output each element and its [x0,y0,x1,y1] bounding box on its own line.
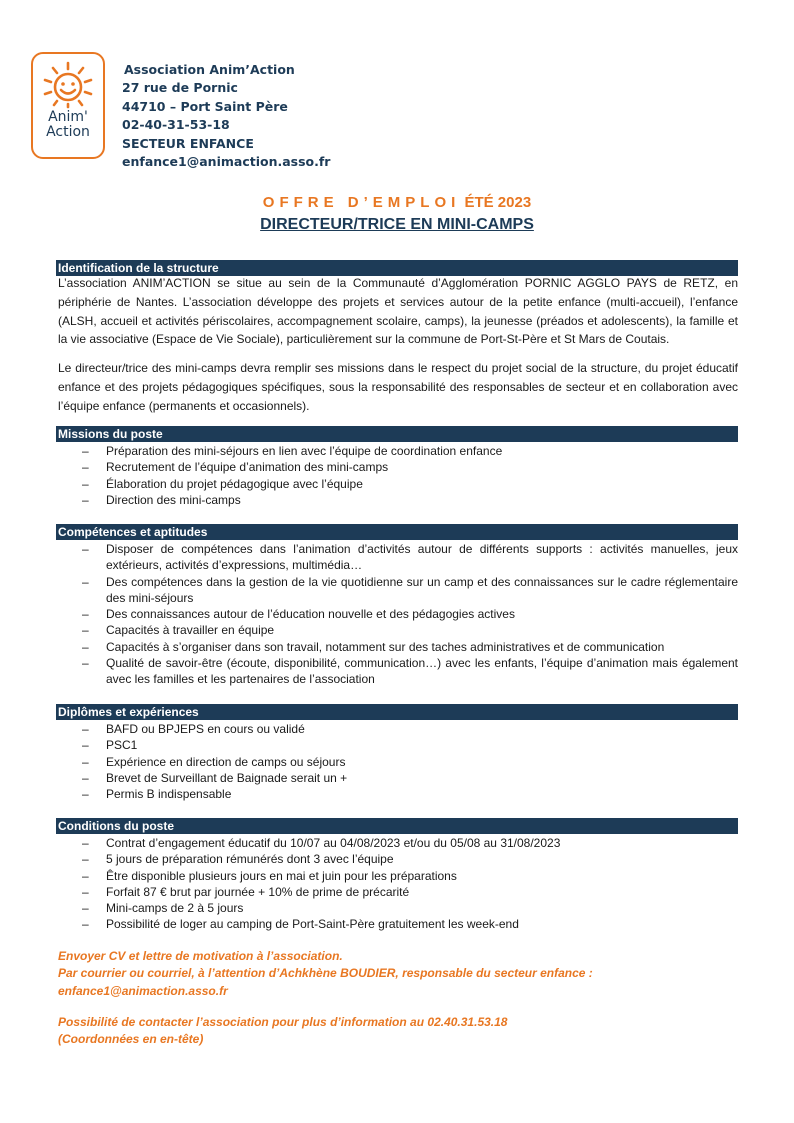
offer-season: ÉTÉ 2023 [464,194,532,211]
list-item: – Qualité de savoir-être (écoute, disponibilité, communication…) avec les enfants, l’équipe d’animation mais également avec les familles et les partenaires de l’association [82,656,738,687]
apply-line-1: Envoyer CV et lettre de motivation à l’association. [58,949,343,963]
dash-marker: – [82,656,89,671]
list-item: – Préparation des mini-séjours en lien avec l’équipe de coordination enfance [82,444,503,458]
dash-marker: – [82,444,89,458]
apply-instructions [58,948,593,1000]
dash-marker: – [82,607,89,622]
list-item: – PSC1 [82,738,138,753]
contact-info [58,1014,507,1049]
sector-name: SECTEUR ENFANCE [122,135,254,151]
list-item: – Recrutement de l’équipe d’animation des mini-camps [82,460,389,475]
city-address: 44710 – Port Saint Père [122,98,288,114]
diplomes-list [58,721,738,802]
job-title [0,216,794,234]
dash-marker: – [82,722,89,736]
identification-paragraph-1: L’association ANIM’ACTION se situe au sein de la Communauté d’Agglomération PORNIC AGGLO PAYS de RETZ, en périphérie de Nantes. L’association développe des projets et services autour de la petite enfance (multi-accueil), l’enfance (ALSH, accueil et activités périscolaires, accompagnement scolaire, camps), la jeunesse (préados et adolescents), la famille et la vie associative (Espace de Vie Sociale), particulièrement sur la commune de Port-St-Père et St Mars de Coutais. [58,276,738,347]
competences-list [58,541,738,688]
list-item: – BAFD ou BPJEPS en cours ou validé [82,722,305,736]
dash-marker: – [82,542,89,556]
dash-marker: – [82,639,89,654]
section-heading-diplomes: Diplômes et expériences [56,704,738,720]
job-title-text: DIRECTEUR/TRICE EN MINI-CAMPS [260,216,534,233]
offer-label: OFFRE D’EMPLOI [262,194,461,211]
address-block [122,61,330,171]
list-item: – Des compétences dans la gestion de la vie quotidienne sur un camp et des connaissances sur le cadre réglementaire des mini-séjours [82,574,738,605]
offer-title [0,194,794,211]
association-logo [31,52,105,159]
dash-marker: – [82,852,89,867]
section-heading-missions: Missions du poste [56,426,738,442]
dash-marker: – [82,770,89,785]
list-item: – Brevet de Surveillant de Baignade serait un + [82,770,348,785]
contact-line-2: (Coordonnées en en-tête) [58,1032,204,1047]
list-item: – Permis B indispensable [82,787,232,802]
dash-marker: – [82,476,89,491]
section-heading-identification: Identification de la structure [56,260,738,276]
section-heading-competences: Compétences et aptitudes [56,524,738,540]
list-item: – Disposer de compétences dans l’animation d’activités autour de différents supports : activités manuelles, jeux extérieurs, activités d’expressions, multimédia… [82,542,738,573]
dash-marker: – [82,754,89,769]
list-item: – Possibilité de loger au camping de Port-Saint-Père gratuitement les week-end [82,917,519,932]
dash-marker: – [82,623,89,638]
dash-marker: – [82,868,89,883]
contact-line-1: Possibilité de contacter l’association pour plus d’information au 02.40.31.53.18 [58,1015,508,1029]
dash-marker: – [82,917,89,932]
dash-marker: – [82,884,89,899]
identification-paragraph-2: Le directeur/trice des mini-camps devra remplir ses missions dans le respect du projet social de la structure, du projet éducatif enfance et des projets pédagogiques spécifiques, sous la responsabilité des responsables de secteur et en collaboration avec l’équipe enfance (permanents et occasionnels). [58,361,738,413]
phone-number: 02-40-31-53-18 [122,117,230,133]
dash-marker: – [82,787,89,802]
conditions-list [58,835,738,933]
apply-line-2: Par courrier ou courriel, à l’attention d’Achkhène BOUDIER, responsable du secteur enfance : [58,966,593,981]
list-item: – Forfait 87 € brut par journée + 10% de prime de précarité [82,884,410,899]
dash-marker: – [82,901,89,916]
list-item: – Des connaissances autour de l’éducation nouvelle et des pédagogies actives [82,607,515,622]
dash-marker: – [82,460,89,475]
list-item: – Contrat d’engagement éducatif du 10/07 au 04/08/2023 et/ou du 05/08 au 31/08/2023 [82,836,561,850]
sun-icon [40,60,96,110]
list-item: – Être disponible plusieurs jours en mai et juin pour les préparations [82,868,457,883]
list-item: – Mini-camps de 2 à 5 jours [82,901,244,916]
logo-text-action: Action [46,124,90,140]
street-address: 27 rue de Pornic [122,80,238,96]
list-item: – Expérience en direction de camps ou séjours [82,754,346,769]
apply-email[interactable]: enfance1@animaction.asso.fr [58,983,228,998]
org-name: Association Anim’Action [124,62,295,77]
logo-text-anim: Anim' [48,109,88,125]
section-heading-conditions: Conditions du poste [56,818,738,834]
email-address[interactable]: enfance1@animaction.asso.fr [122,154,331,170]
dash-marker: – [82,492,89,507]
dash-marker: – [82,836,89,850]
list-item: – Capacités à s’organiser dans son travail, notamment sur des taches administratives et de communication [82,639,665,654]
dash-marker: – [82,738,89,753]
dash-marker: – [82,574,89,589]
missions-list [58,443,738,508]
list-item: – Élaboration du projet pédagogique avec l’équipe [82,476,363,491]
list-item: – Direction des mini-camps [82,492,241,507]
list-item: – 5 jours de préparation rémunérés dont 3 avec l’équipe [82,852,394,867]
list-item: – Capacités à travailler en équipe [82,623,275,638]
